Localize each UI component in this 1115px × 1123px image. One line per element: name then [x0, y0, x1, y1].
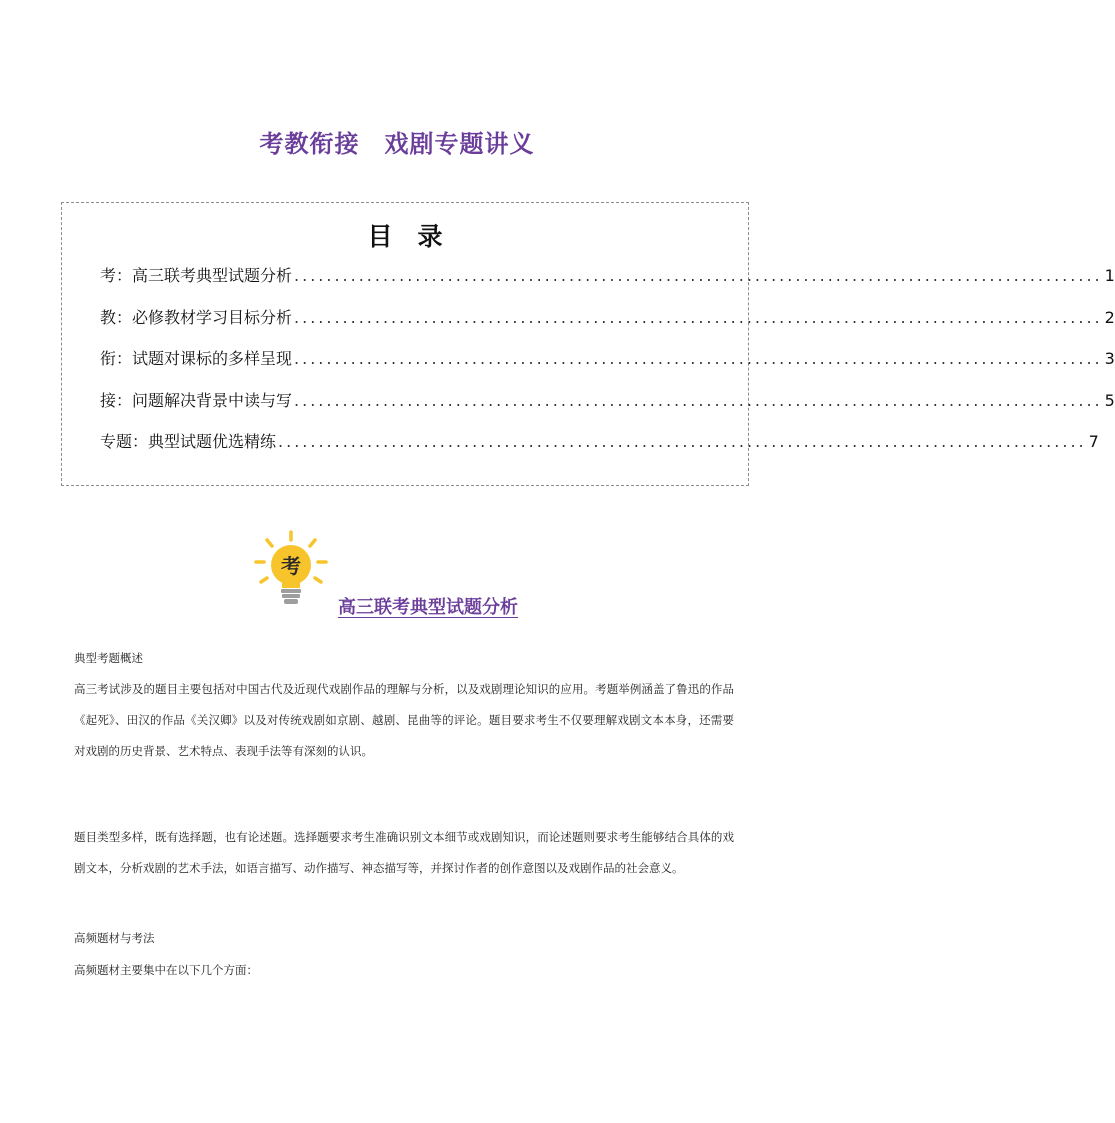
toc-heading: 目 录	[367, 222, 443, 251]
overview-paragraph-2	[74, 822, 734, 884]
toc-item-label: 专题：典型试题优选精练	[100, 432, 277, 451]
toc-item-page: 7	[1088, 432, 1099, 451]
overview-heading	[74, 650, 734, 666]
overview-paragraph-1	[74, 674, 734, 767]
toc-item-label: 教：必修教材学习目标分析	[100, 307, 293, 327]
document-title: 考教衔接 戏剧专题讲义	[259, 130, 535, 158]
high-frequency-heading-text: 高频题材与考法	[74, 931, 155, 945]
high-frequency-intro-text: 高频题材主要集中在以下几个方面：	[74, 963, 258, 977]
toc-leader-dots: ....................................................................................................	[294, 390, 1103, 410]
high-frequency-intro	[74, 962, 734, 978]
toc-item-page: 3	[1104, 349, 1115, 368]
toc-leader-dots: ....................................................................................................	[278, 432, 1087, 451]
toc-item-label: 衔：试题对课标的多样呈现	[100, 349, 293, 368]
high-frequency-heading	[74, 930, 734, 946]
toc-item-page: 2	[1104, 307, 1115, 327]
toc-item[interactable]	[100, 346, 1115, 388]
lightbulb-icon	[253, 530, 329, 610]
toc-item[interactable]	[100, 429, 1099, 471]
toc-list	[100, 263, 1115, 471]
toc-item-page: 1	[1104, 266, 1115, 285]
paragraph-text: 题目类型多样，既有选择题，也有论述题。选择题要求考生准确识别文本细节或戏剧知识，而论述题则要求考生能够结合具体的戏剧文本，分析戏剧的艺术手法，如语言描写、动作描写、神态描写等，并探讨作者的创作意图以及戏剧作品的社会意义。	[74, 830, 734, 875]
overview-heading-text: 典型考题概述	[74, 651, 143, 665]
toc-item-label: 考：高三联考典型试题分析	[100, 266, 293, 285]
toc-leader-dots: ....................................................................................................	[294, 307, 1103, 327]
section-title: 高三联考典型试题分析	[338, 597, 518, 618]
toc-item[interactable]	[100, 388, 1115, 430]
paragraph-text: 高三考试涉及的题目主要包括对中国古代及近现代戏剧作品的理解与分析，以及戏剧理论知识的应用。考题举例涵盖了鲁迅的作品《起死》、田汉的作品《关汉卿》以及对传统戏剧如京剧、越剧、昆曲等的评论。题目要求考生不仅要理解戏剧文本本身，还需要对戏剧的历史背景、艺术特点、表现手法等有深刻的认识。	[74, 682, 734, 758]
toc-leader-dots: ....................................................................................................	[294, 349, 1103, 368]
toc-item-page: 5	[1104, 390, 1115, 410]
toc-item-label: 接：问题解决背景中读与写	[100, 390, 293, 410]
toc-leader-dots: ....................................................................................................	[294, 266, 1103, 285]
section-badge-text: 考	[281, 554, 301, 578]
toc-item[interactable]	[100, 305, 1115, 347]
table-of-contents	[61, 202, 1115, 486]
toc-item[interactable]	[100, 263, 1115, 305]
